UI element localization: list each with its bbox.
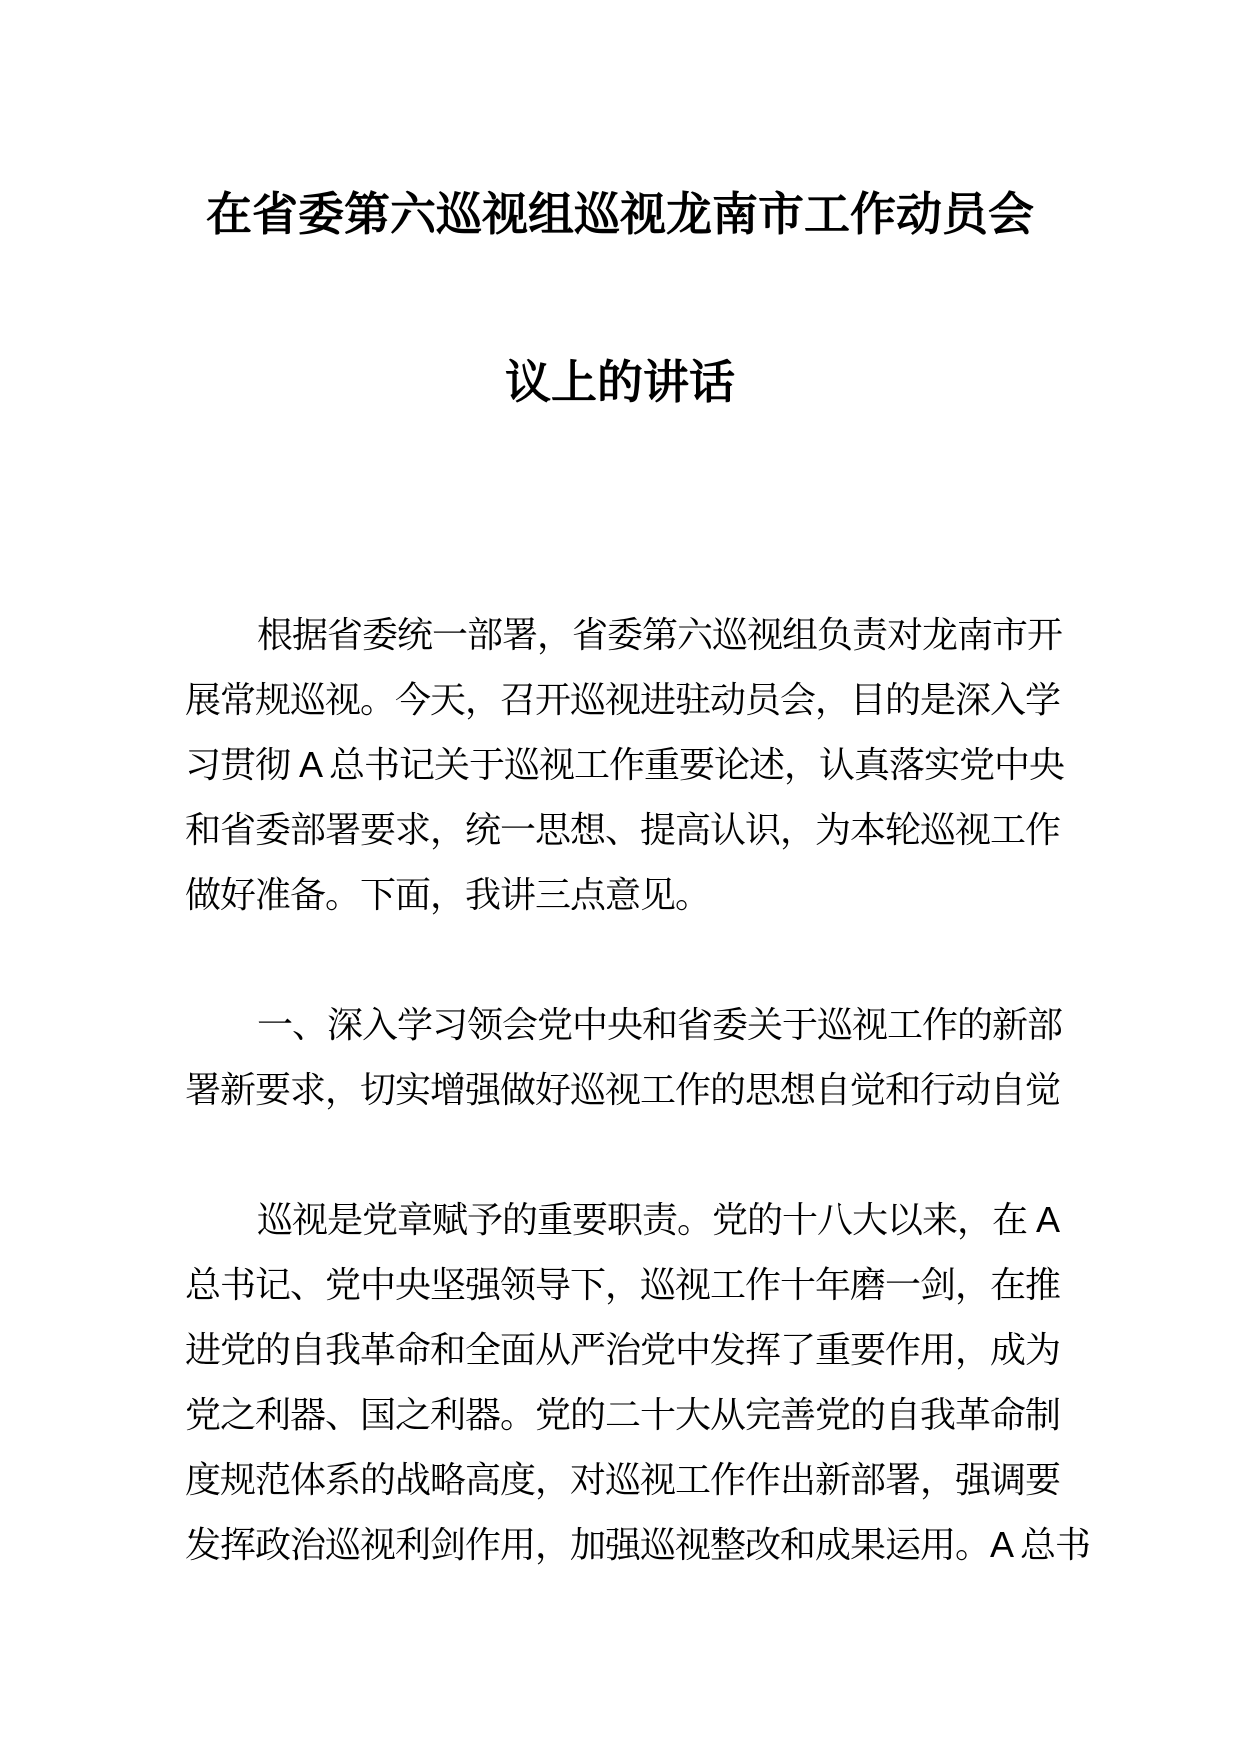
text-line: 度规范体系的战略高度，对巡视工作作出新部署，强调要	[185, 1459, 1061, 1500]
text-line: 习贯彻 A 总书记关于巡视工作重要论述，认真落实党中央	[185, 744, 1065, 785]
text-line: 根据省委统一部署，省委第六巡视组负责对龙南市开	[257, 614, 1063, 655]
paragraph	[185, 602, 1063, 927]
text-line: 和省委部署要求，统一思想、提高认识，为本轮巡视工作	[185, 809, 1061, 850]
section-heading	[185, 992, 1063, 1122]
paragraph	[185, 1187, 1091, 1577]
text-line: 巡视是党章赋予的重要职责。党的十八大以来，在 A	[257, 1199, 1060, 1240]
text-line: 一、深入学习领会党中央和省委关于巡视工作的新部	[257, 1004, 1063, 1045]
document-title-line-1: 在省委第六巡视组巡视龙南市工作动员会	[206, 188, 1034, 240]
text-line: 署新要求，切实增强做好巡视工作的思想自觉和行动自觉	[185, 1069, 1061, 1110]
document-title	[0, 130, 1240, 466]
text-line: 展常规巡视。今天，召开巡视进驻动员会，目的是深入学	[185, 679, 1061, 720]
text-line: 发挥政治巡视利剑作用，加强巡视整改和成果运用。A 总书	[185, 1524, 1091, 1565]
document-title-line-2: 议上的讲话	[505, 356, 735, 408]
text-line: 党之利器、国之利器。党的二十大从完善党的自我革命制	[185, 1394, 1061, 1435]
text-line: 总书记、党中央坚强领导下，巡视工作十年磨一剑，在推	[185, 1264, 1061, 1305]
text-line: 做好准备。下面，我讲三点意见。	[185, 874, 711, 915]
text-line: 进党的自我革命和全面从严治党中发挥了重要作用，成为	[185, 1329, 1061, 1370]
document-body	[185, 602, 1091, 1577]
